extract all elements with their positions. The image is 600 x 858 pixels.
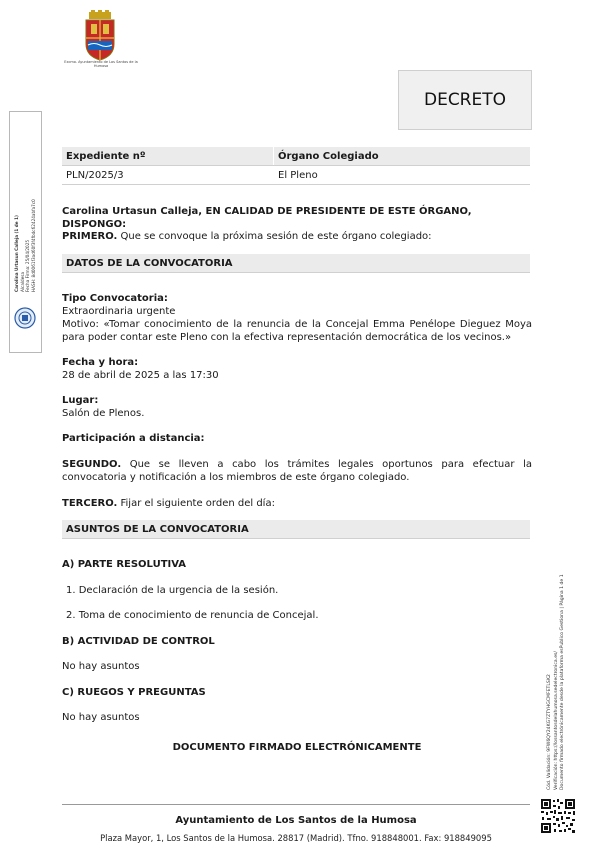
segundo-label: SEGUNDO. — [62, 459, 122, 470]
signer-role: Alcaldesa — [19, 271, 25, 292]
section-b-title: B) ACTIVIDAD DE CONTROL — [62, 636, 215, 647]
motivo-text: Motivo: «Tomar conocimiento de la renuncia de la Concejal Emma Penélope Dieguez Moya para poder contar este Pleno con la efectiva representación democrática de los vecinos.» — [62, 319, 532, 343]
document-type-box — [398, 70, 532, 130]
segundo-text: Que se lleven a cabo los trámites legales oportunos para efectuar la convocatoria y notificación a los miembros de este órgano colegiado. — [62, 459, 532, 483]
tercero-text: Fijar el siguiente orden del día: — [117, 498, 275, 509]
footer-address: Plaza Mayor, 1, Los Santos de la Humosa. 28817 (Madrid). Tfno. 918848001. Fax: 918849095 — [100, 833, 492, 843]
participacion-label: Participación a distancia: — [62, 433, 205, 444]
datos-convocatoria-header: DATOS DE LA CONVOCATORIA — [62, 254, 530, 273]
list-item: 1. Declaración de la urgencia de la sesión. — [66, 585, 279, 596]
organo-value: El Pleno — [274, 166, 531, 185]
tercero-label: TERCERO. — [62, 498, 118, 509]
fecha-label: Fecha y hora: — [62, 357, 139, 368]
footer-organization: Ayuntamiento de Los Santos de la Humosa — [175, 815, 417, 826]
signed-electronically-note: DOCUMENTO FIRMADO ELECTRÓNICAMENTE — [172, 742, 422, 753]
section-c-title: C) RUEGOS Y PREGUNTAS — [62, 687, 206, 698]
verification-sidebar — [545, 540, 570, 790]
lugar-value: Salón de Plenos. — [62, 408, 145, 419]
segundo-paragraph — [62, 458, 532, 484]
section-b-value: No hay asuntos — [62, 661, 140, 672]
municipal-crest-logo — [76, 10, 124, 66]
signature-date: Fecha Firma: 25/04/2025 — [25, 239, 30, 292]
document-type-label: DECRETO — [423, 90, 507, 110]
table-row — [62, 166, 530, 185]
table-header-row — [62, 147, 530, 166]
asuntos-convocatoria-header: ASUNTOS DE LA CONVOCATORIA — [62, 520, 530, 539]
footer-divider — [62, 804, 530, 805]
signature-hash: HASH: 8d0061f3ad60f3f4fbdc62424abfa7c0 — [30, 199, 36, 292]
lugar-label: Lugar: — [62, 395, 99, 406]
primero-paragraph — [62, 230, 532, 243]
expediente-value: PLN/2025/3 — [62, 166, 274, 185]
validation-code: Cód. Validación: 9FW6QY24KG7ZTYHGCMFETLSK2 — [547, 674, 552, 790]
signature-panel — [9, 111, 42, 353]
section-a-title: A) PARTE RESOLUTIVA — [62, 559, 187, 570]
tercero-paragraph — [62, 497, 532, 510]
signature-platform-note: Documento firmado electrónicamente desde la plataforma esPublico Gestiona | Página 1 de 1 — [560, 574, 565, 790]
qr-code — [540, 798, 576, 834]
signature-details — [14, 56, 41, 292]
expediente-header: Expediente nº — [62, 147, 274, 166]
list-item: 2. Toma de conocimiento de renuncia de Concejal. — [66, 610, 319, 621]
verification-text — [547, 540, 567, 790]
signer-name: Carolina Urtasun Calleja (1 de 1) — [14, 215, 19, 292]
expediente-table — [62, 147, 530, 185]
primero-label: PRIMERO. — [62, 231, 118, 242]
digital-seal-icon — [14, 307, 36, 329]
organo-header: Órgano Colegiado — [274, 147, 531, 166]
crest-caption: Excmo. Ayuntamiento de Los Santos de la Humosa — [64, 60, 138, 68]
fecha-value: 28 de abril de 2025 a las 17:30 — [62, 370, 219, 381]
tipo-label: Tipo Convocatoria: — [62, 293, 168, 304]
intro-statement: Carolina Urtasun Calleja, EN CALIDAD DE PRESIDENTE DE ESTE ÓRGANO, DISPONGO: — [62, 206, 472, 230]
tipo-value: Extraordinaria urgente — [62, 306, 176, 317]
section-c-value: No hay asuntos — [62, 712, 140, 723]
verification-url[interactable]: Verificación: https://lossantosdelahumosa.sedelectronica.es/ — [553, 651, 559, 790]
primero-text: Que se convoque la próxima sesión de este órgano colegiado: — [117, 231, 432, 242]
